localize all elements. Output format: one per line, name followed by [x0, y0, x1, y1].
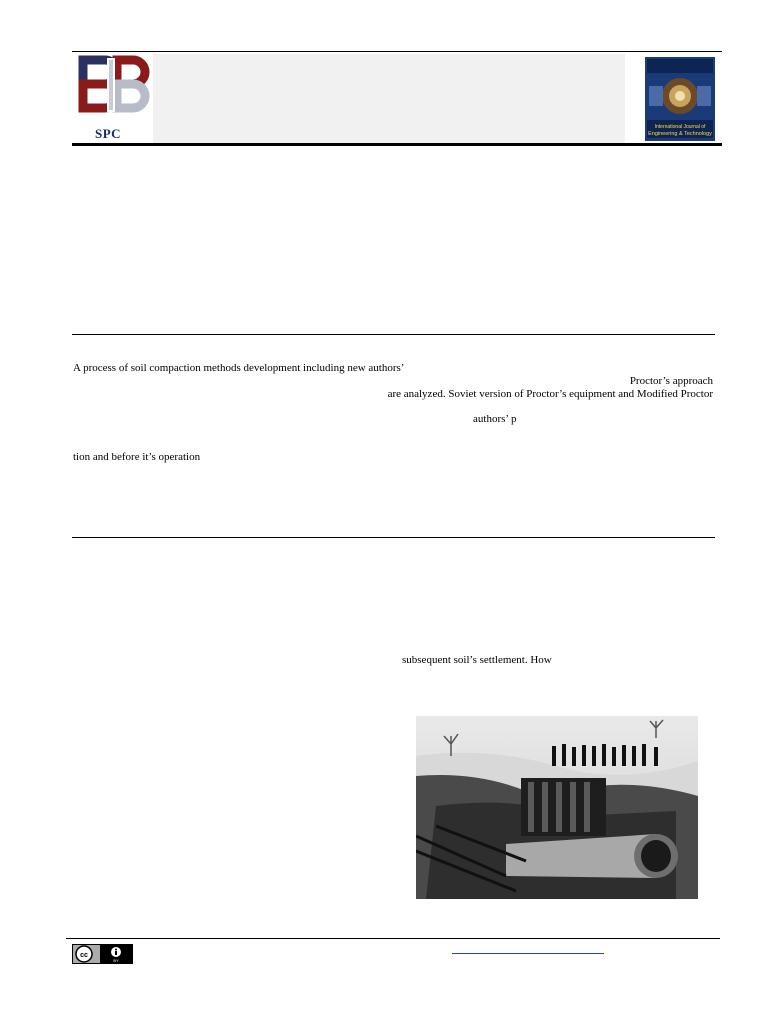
license-label: BY [113, 958, 119, 963]
abstract-line-3: are analyzed. Soviet version of Proctor’s equipment and Modified Proctor [387, 388, 713, 400]
dam-collapse-photo-icon [416, 716, 698, 899]
figure-photograph [416, 716, 698, 899]
abstract-line-2: Proctor’s approach [629, 375, 713, 387]
abstract-line-5: tion and before it’s operation [73, 451, 201, 463]
cc-license-badge[interactable] [72, 944, 133, 964]
body-text-fragment: subsequent soil’s settlement. How [402, 654, 552, 666]
journal-cover [625, 54, 721, 143]
footer-link-underline[interactable] [452, 953, 604, 954]
journal-cover-icon [625, 54, 721, 143]
header-top-rule [72, 51, 722, 52]
cc-by-license-icon [72, 944, 133, 964]
abstract-line-4: authors’ p [473, 413, 517, 425]
publisher-logo-text: SPC [95, 126, 122, 141]
abstract-top-rule [72, 334, 715, 335]
journal-header-band [73, 54, 721, 143]
header-bottom-rule [72, 143, 722, 146]
footer-rule [66, 938, 720, 939]
cover-title-line-1: International Journal of [654, 124, 706, 130]
abstract-bottom-rule [72, 537, 715, 538]
svg-text:cc: cc [80, 952, 88, 959]
cover-title-line-2: Engineering & Technology [648, 131, 712, 137]
abstract-line-1: A process of soil compaction methods development including new authors’ [73, 362, 405, 374]
